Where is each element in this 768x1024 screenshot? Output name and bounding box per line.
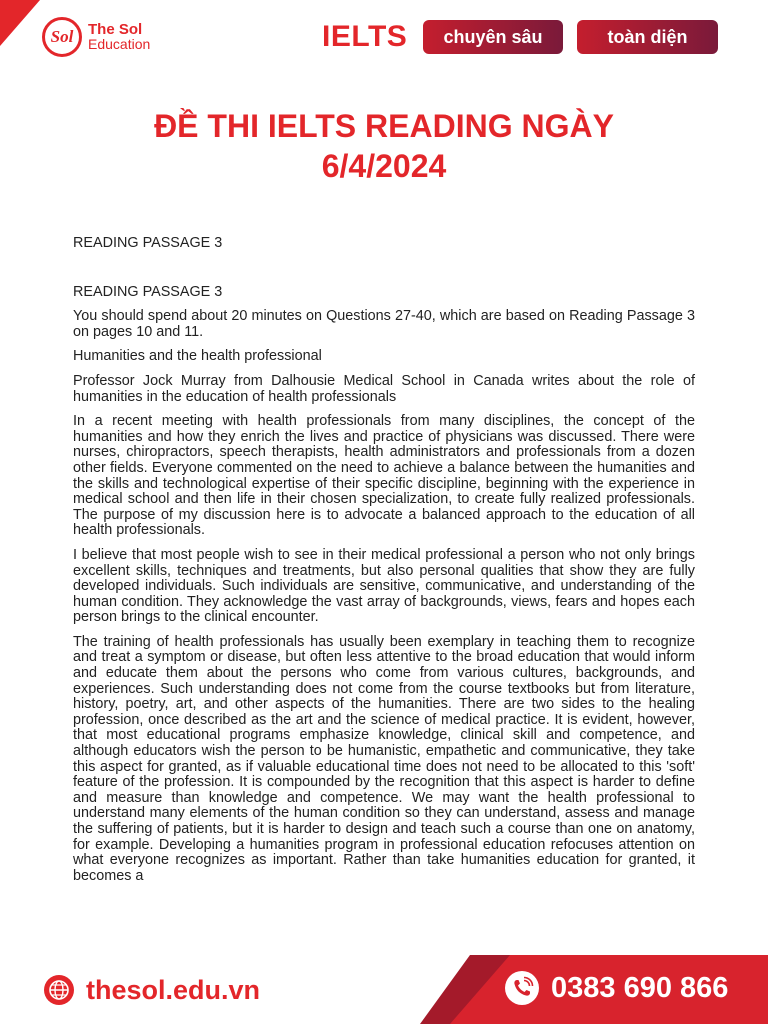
phone-icon <box>505 971 539 1005</box>
title-line1: ĐỀ THI IELTS READING NGÀY <box>154 108 614 144</box>
logo-line1: The Sol <box>88 21 143 38</box>
website-text: thesol.edu.vn <box>86 975 261 1005</box>
passage-subtitle: Professor Jock Murray from Dalhousie Medical School in Canada writes about the role of humanities in the education of health professionals <box>73 372 695 405</box>
passage-title: Humanities and the health professional <box>73 348 322 365</box>
website-link[interactable] <box>44 973 260 1007</box>
globe-icon <box>44 975 74 1005</box>
tag-toan-dien: toàn diện <box>577 20 718 54</box>
section-label: READING PASSAGE 3 <box>73 235 223 251</box>
phone-link[interactable] <box>505 970 728 1006</box>
title-line2: 6/4/2024 <box>321 148 447 184</box>
instructions: You should spend about 20 minutes on Questions 27-40, which are based on Reading Passage 3 on pages 10 and 11. <box>73 308 695 340</box>
passage-content <box>73 236 695 893</box>
ielts-heading: IELTS <box>322 20 408 53</box>
brand-logo[interactable] <box>42 17 150 57</box>
phone-number: 0383 690 866 <box>551 972 729 1004</box>
paragraph: The training of health professionals has usually been exemplary in teaching them to recognize and treat a symptom or disease, but often less attentive to the broad education that would inform and educate them about the persons who come from various cultures, backgrounds, and experiences. Such understanding does not come from the course textbooks but from literature, history, poetry, art, and other aspects of the humanities. There are two sides to the healing profession, once described as the art and the science of medical practice. It is evident, however, that most educational programs emphasize knowledge, clinical skill and competence, and although educators wish the person to be humanistic, empathetic and communicative, they take this aspect for granted, as if valuable educational time does not need to be allocated to this 'soft' feature of the profession. It is compounded by the recognition that this aspect is harder to define and measure than knowledge and competence. We may want the health professional to understand many elements of the human condition so they can understand, assess and manage the suffering of patients, but it is harder to design and teach such a course than one on anatomy, for example. Developing a humanities program in professional education refocuses attention on what everyone recognizes as important. Rather than take humanities education for granted, it becomes a <box>73 633 695 884</box>
tag-chuyen-sau: chuyên sâu <box>423 20 563 54</box>
corner-accent <box>0 0 40 46</box>
logo-line2: Education <box>88 36 151 52</box>
paragraph: I believe that most people wish to see in their medical professional a person who not only brings excellent skills, techniques and treatments, but also personal qualities that show they are fully developed individuals. Such individuals are sensitive, communicative, and understanding of the human condition. They acknowledge the vast array of backgrounds, views, fears and hopes each person brings to the clinical encounter. <box>73 546 695 626</box>
sol-logo-icon: Sol <box>42 17 82 57</box>
paragraph: In a recent meeting with health professionals from many disciplines, the concept of the humanities and how they enrich the lives and practice of physicians was discussed. There were nurses, chiropractors, speech therapists, health administrators and professionals from a dozen other fields. Everyone commented on the need to achieve a balance between the humanities and the skills and technological expertise of their specific discipline, beginning with the experience in medical school and then life in their chosen specialization, to create fully realized professionals. The purpose of my discussion here is to advocate a balanced approach to the education of all health professionals. <box>73 413 695 539</box>
logo-text <box>88 22 150 52</box>
section-label-repeat: READING PASSAGE 3 <box>73 283 223 300</box>
page-title <box>0 106 768 186</box>
